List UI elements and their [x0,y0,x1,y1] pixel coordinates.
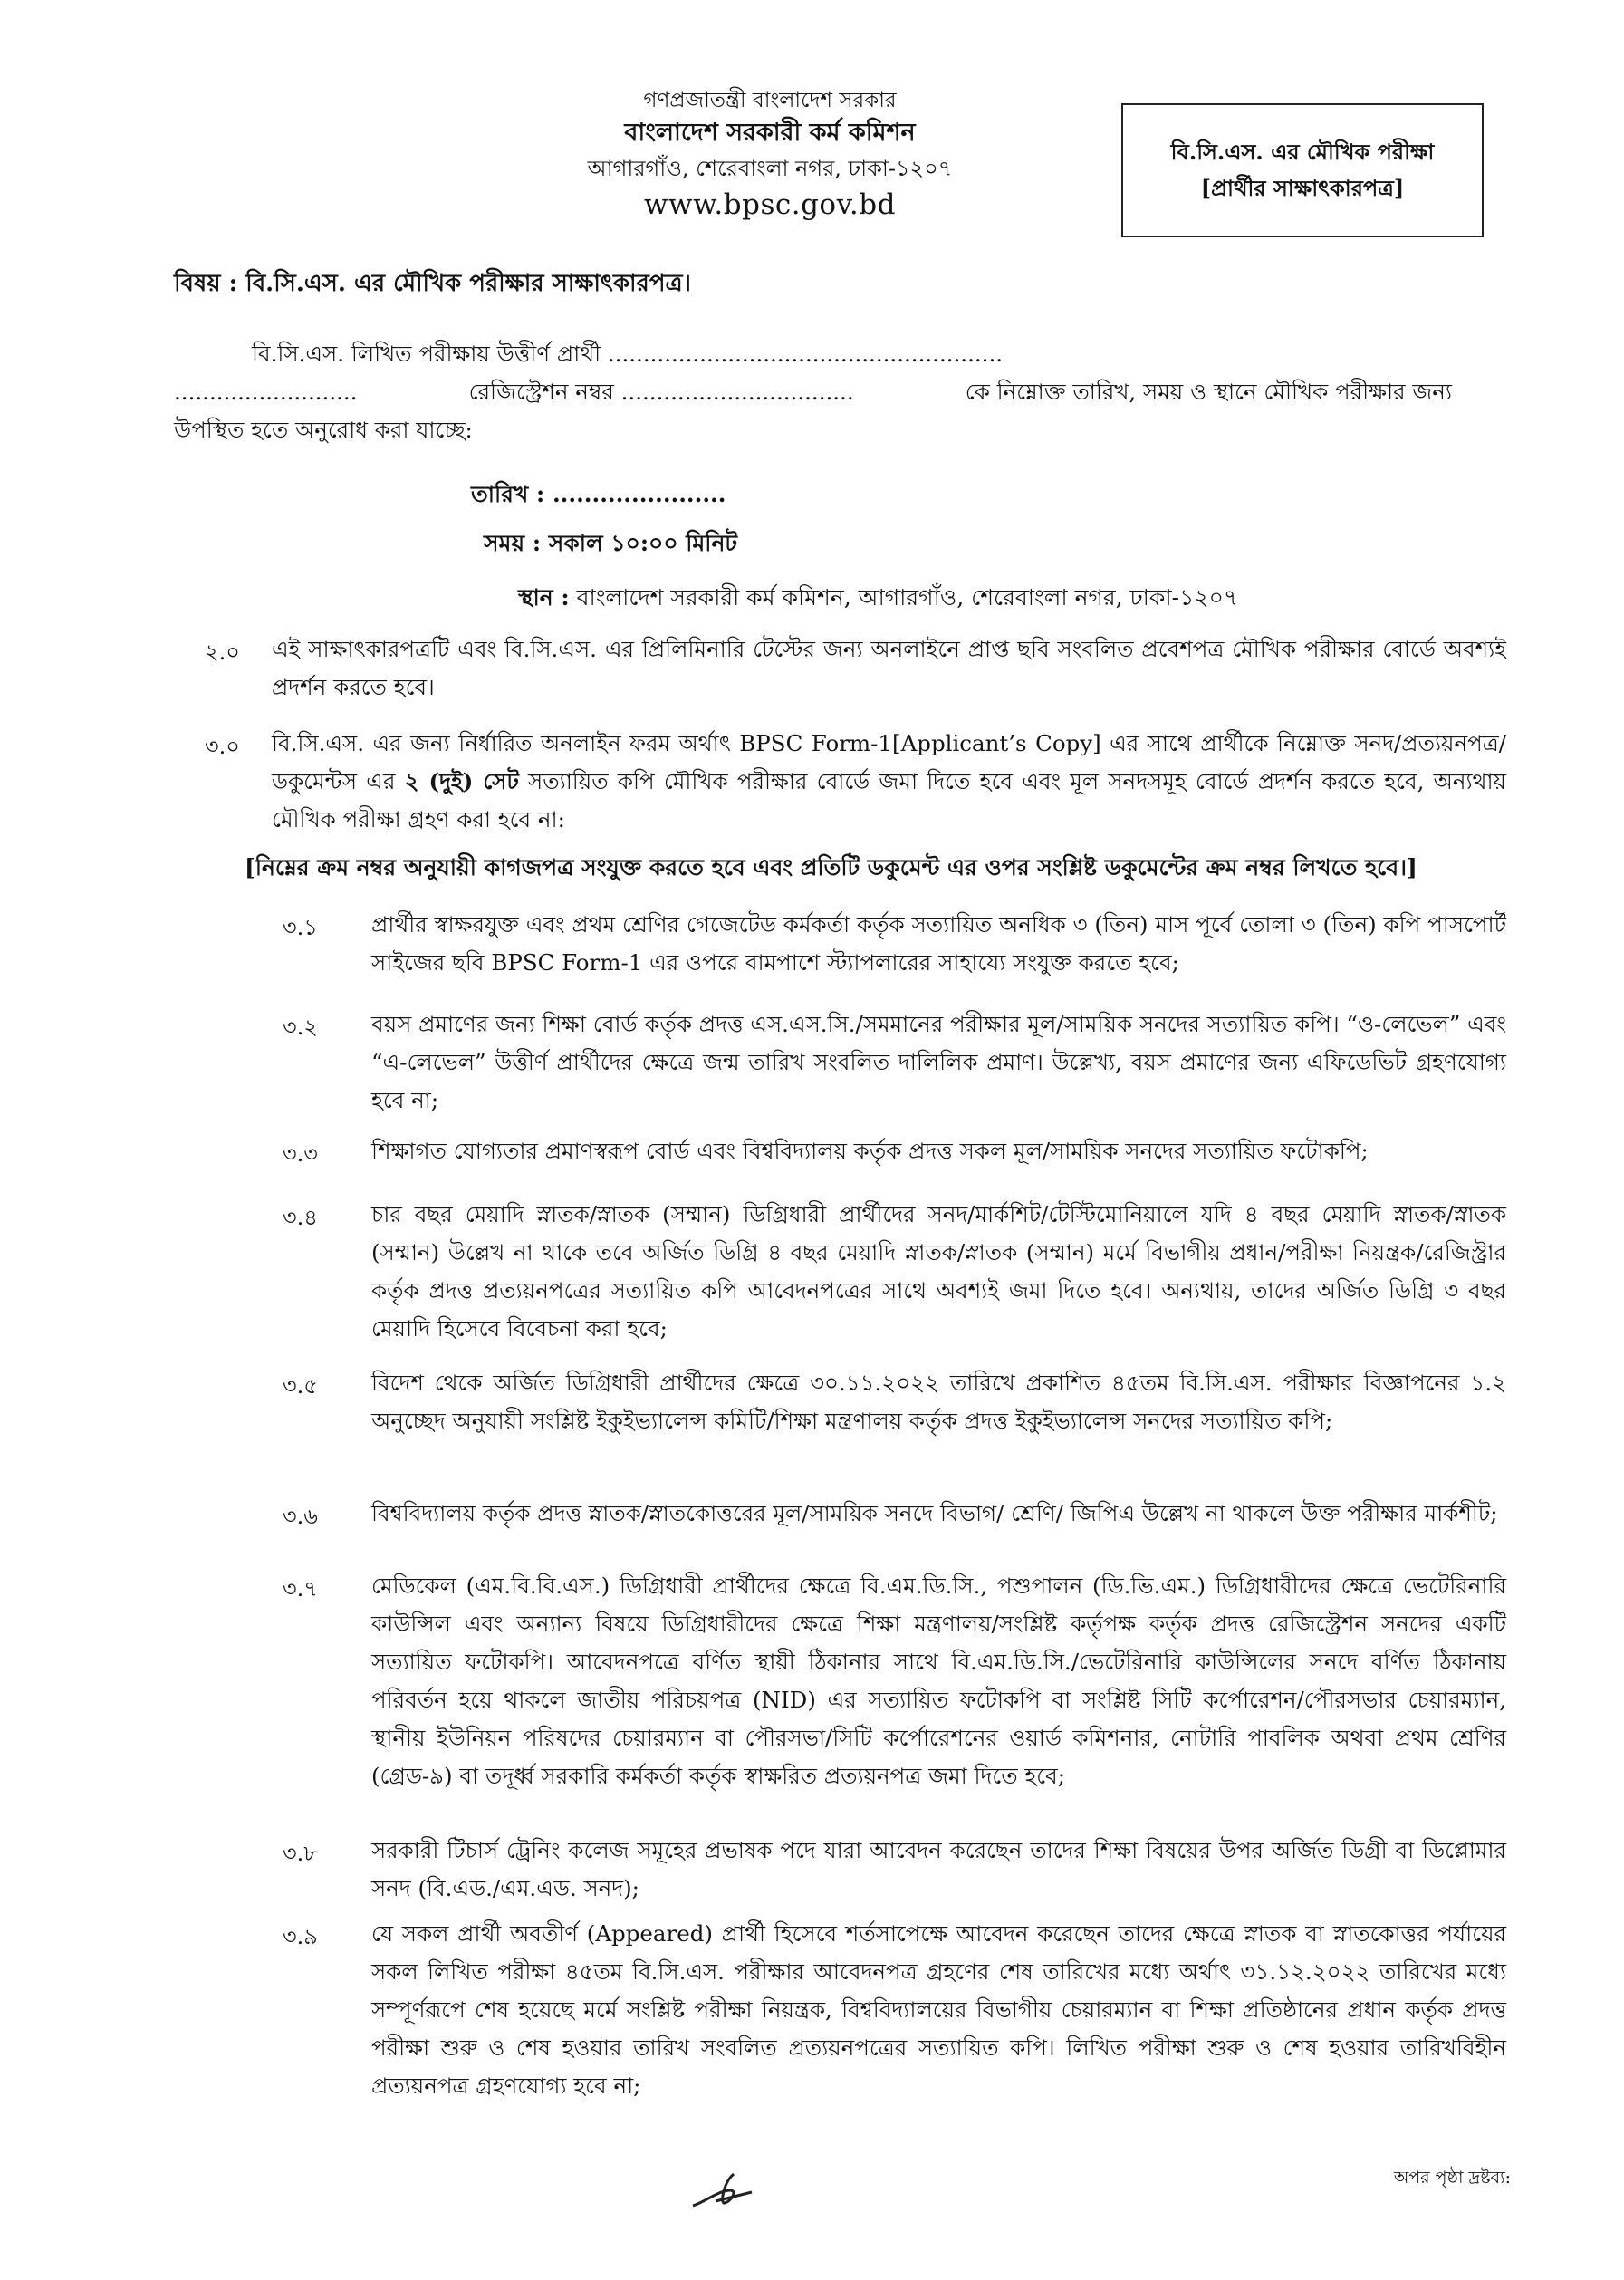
subitem-number: ৩.৮ [283,1841,318,1866]
subject-line: বিষয় : বি.সি.এস. এর মৌখিক পরীক্ষার সাক্ষাৎকারপত্র। [174,270,691,297]
signature-mark [688,2165,770,2219]
subitem-text: শিক্ষাগত যোগ্যতার প্রমাণস্বরূপ বোর্ড এবং বিশ্ববিদ্যালয় কর্তৃক প্রদত্ত সকল মূল/সাময়িক সনদের সত্যায়িত ফটোকপি; [371,1138,1369,1164]
subitem-number: ৩.৭ [283,1576,318,1602]
intro-line-2 [174,373,1452,411]
interview-date [471,476,726,515]
document-type-box [1121,103,1484,237]
instruction-note: [নিম্নের ক্রম নম্বর অনুযায়ী কাগজপত্র সংযুক্ত করতে হবে এবং প্রতিটি ডকুমেন্ট এর ওপর সংশ্লিষ্ট ডকুমেন্টের ক্রম নম্বর লিখতে হবে।] [245,854,1417,880]
interview-place [518,580,1238,619]
intro-line-3: উপস্থিত হতে অনুরোধ করা যাচ্ছে: [174,417,473,443]
header-address: আগারগাঁও, শেরেবাংলা নগর, ঢাকা-১২০৭ [587,156,953,181]
subitem-number: ৩.৪ [283,1205,318,1230]
place-value: বাংলাদেশ সরকারী কর্ম কমিশন, আগারগাঁও, শেরেবাংলা নগর, ঢাকা-১২০৭ [569,584,1239,611]
subitem-text: চার বছর মেয়াদি স্নাতক/স্নাতক (সম্মান) ডিগ্রিধারী প্রার্থীদের সনদ/মার্কশিট/টেস্টিমোনিয়ালে যদি ৪ বছর মেয়াদি স্নাতক/স্নাতক (সম্মান) উল্লেখ না থাকে তবে অর্জিত ডিগ্রি ৪ বছর মেয়াদি স্নাতক/স্নাতক (সম্মান) মর্মে বিভাগীয় প্রধান/পরীক্ষা নিয়ন্ত্রক/রেজিস্ট্রার কর্তৃক প্রদত্ত প্রত্যয়নপত্রের সত্যায়িত কপি আবেদনপত্রের সাথে অবশ্যই জমা দিতে হবে। অন্যথায়, তাদের অর্জিত ডিগ্রি ৩ বছর মেয়াদি হিসেবে বিবেচনা করা হবে; [371,1201,1506,1342]
item-number: ৩.০ [205,734,240,759]
interview-time [484,525,737,564]
document-type-line2: [প্রার্থীর সাক্ষাৎকারপত্র] [1200,175,1405,201]
date-label: তারিখ : [471,481,545,507]
subitem-number: ৩.৬ [283,1504,318,1529]
subitem-text: মেডিকেল (এম.বি.বি.এস.) ডিগ্রিধারী প্রার্থীদের ক্ষেত্রে বি.এম.ডি.সি., পশুপালন (ডি.ভি.এম.) ডিগ্রিধারীদের ক্ষেত্রে ভেটেরিনারি কাউন্সিল এবং অন্যান্য বিষয়ে ডিগ্রিধারীদের ক্ষেত্রে শিক্ষা মন্ত্রণালয়/সংশ্লিষ্ট কর্তৃপক্ষ কর্তৃক প্রদত্ত রেজিস্ট্রেশন সনদের একটি সত্যায়িত ফটোকপি। আবেদনপত্রে বর্ণিত স্থায়ী ঠিকানার সাথে বি.এম.ডি.সি./ভেটেরিনারি কাউন্সিলের সনদে বর্ণিত ঠিকানায় পরিবর্তন হয়ে থাকলে জাতীয় পরিচয়পত্র (NID) এর সত্যায়িত ফটোকপি বা সংশ্লিষ্ট সিটি কর্পোরেশন/পৌরসভার চেয়ারম্যান, স্থানীয় ইউনিয়ন পরিষদের চেয়ারম্যান বা পৌরসভা/সিটি কর্পোরেশনের ওয়ার্ড কমিশনার, নোটারি পাবলিক অথবা প্রথম শ্রেণির (গ্রেড-৯) বা তদূর্ধ্ব সরকারি কর্মকর্তা কর্তৃক স্বাক্ষরিত প্রত্যয়নপত্র জমা দিতে হবে; [371,1573,1506,1789]
subitem-number: ৩.৩ [283,1141,318,1167]
subitem-number: ৩.৯ [283,1924,318,1949]
item-text [272,725,1506,839]
item-text-part: বি.সি.এস. এর জন্য নির্ধারিত অনলাইন ফরম অর্থাৎ BPSC Form-1[Applicant’s Copy] এর সাথে প্রার্থীকে নিম্নোক্ত সনদ/প্রত্যয়নপত্র/ডকুমেন্টস এর [272,730,1506,794]
subitem-text: প্রার্থীর স্বাক্ষরযুক্ত এবং প্রথম শ্রেণির গেজেটেড কর্মকর্তা কর্তৃক সত্যায়িত অনধিক ৩ (তিন) মাস পূর্বে তোলা ৩ (তিন) কপি পাসপোর্ট সাইজের ছবি BPSC Form-1 এর ওপরে বামপাশে স্ট্যাপলারের সাহায্যে সংযুক্ত করতে হবে; [371,911,1506,976]
set-count: ২ (দুই) সেট [404,768,519,794]
subitem-number: ৩.২ [283,1015,318,1040]
place-label: স্থান : [518,584,570,611]
subitem-text: বয়স প্রমাণের জন্য শিক্ষা বোর্ড কর্তৃক প্রদত্ত এস.এস.সি./সমমানের পরীক্ষার মূল/সাময়িক সনদের সত্যায়িত কপি। “ও-লেভেল” এবং “এ-লেভেল” উত্তীর্ণ প্রার্থীদের ক্ষেত্রে জন্ম তারিখ সংবলিত দালিলিক প্রমাণ। উল্লেখ্য, বয়স প্রমাণের জন্য এফিডেভিট গ্রহণযোগ্য হবে না; [371,1011,1506,1113]
header-website: www.bpsc.gov.bd [644,188,896,221]
time-value: সকাল ১০:০০ মিনিট [541,530,738,556]
item-text-part: সত্যায়িত কপি মৌখিক পরীক্ষার বোর্ডে জমা দিতে হবে এবং মূল সনদসমূহ বোর্ডে প্রদর্শন করতে হবে, অন্যথায় মৌখিক পরীক্ষা গ্রহণ করা হবে না: [272,768,1506,832]
subitem-text: সরকারী টিচার্স ট্রেনিং কলেজ সমূহের প্রভাষক পদে যারা আবেদন করেছেন তাদের শিক্ষা বিষয়ের উপর অর্জিত ডিগ্রী বা ডিপ্লোমার সনদ (বি.এড./এম.এড. সনদ); [371,1837,1506,1901]
header-organization: বাংলাদেশ সরকারী কর্ম কমিশন [624,119,916,147]
intro-line-2-end: কে নিম্নোক্ত তারিখ, সময় ও স্থানে মৌখিক পরীক্ষার জন্য [965,379,1452,405]
registration-number-label: রেজিস্ট্রেশন নম্বর ................................. [468,379,854,405]
date-value: ...................... [544,481,726,507]
subitem-text: যে সকল প্রার্থী অবতীর্ণ (Appeared) প্রার্থী হিসেবে শর্তসাপেক্ষে আবেদন করেছেন তাদের ক্ষেত্রে স্নাতক বা স্নাতকোত্তর পর্যায়ের সকল লিখিত পরীক্ষা ৪৫তম বি.সি.এস. পরীক্ষার আবেদনপত্র গ্রহণের শেষ তারিখের মধ্যে অর্থাৎ ৩১.১২.২০২২ তারিখের মধ্যে সম্পূর্ণরূপে শেষ হয়েছে মর্মে সংশ্লিষ্ট পরীক্ষা নিয়ন্ত্রক, বিশ্ববিদ্যালয়ের বিভাগীয় চেয়ারম্যান বা শিক্ষা প্রতিষ্ঠানের প্রধান কর্তৃক প্রদত্ত পরীক্ষা শুরু ও শেষ হওয়ার তারিখ সংবলিত প্রত্যয়নপত্রের সত্যায়িত কপি। লিখিত পরীক্ষা শুরু ও শেষ হওয়ার তারিখবিহীন প্রত্যয়নপত্র গ্রহণযোগ্য হবে না; [371,1920,1506,2099]
item-text: এই সাক্ষাৎকারপত্রটি এবং বি.সি.এস. এর প্রিলিমিনারি টেস্টের জন্য অনলাইনে প্রাপ্ত ছবি সংবলিত প্রবেশপত্র মৌখিক পরীক্ষার বোর্ডে অবশ্যই প্রদর্শন করতে হবে। [272,636,1506,700]
header-government: গণপ্রজাতন্ত্রী বাংলাদেশ সরকার [643,89,897,112]
candidate-name-blank: .......................... [174,379,358,405]
intro-line-1: বি.সি.এস. লিখিত পরীক্ষায় উত্তীর্ণ প্রার্থী ........................................................ [252,341,1004,367]
document-type-line1: বি.সি.এস. এর মৌখিক পরীক্ষা [1170,139,1435,165]
subitem-text: বিশ্ববিদ্যালয় কর্তৃক প্রদত্ত স্নাতক/স্নাতকোত্তরের মূল/সাময়িক সনদে বিভাগ/ শ্রেণি/ জিপিএ উল্লেখ না থাকলে উক্ত পরীক্ষার মার্কশীট; [371,1500,1498,1526]
subitem-number: ৩.৫ [283,1373,318,1399]
item-number: ২.০ [205,640,240,665]
subitem-number: ৩.১ [283,915,318,940]
please-turn-over: অপর পৃষ্ঠা দ্রষ্টব্য: [1393,2168,1511,2188]
time-label: সময় : [484,530,542,556]
subitem-text: বিদেশ থেকে অর্জিত ডিগ্রিধারী প্রার্থীদের ক্ষেত্রে ৩০.১১.২০২২ তারিখে প্রকাশিত ৪৫তম বি.সি.এস. পরীক্ষার বিজ্ঞাপনের ১.২ অনুচ্ছেদ অনুযায়ী সংশ্লিষ্ট ইকুইভ্যালেন্স কমিটি/শিক্ষা মন্ত্রণালয় কর্তৃক প্রদত্ত ইকুইভ্যালেন্স সনদের সত্যায়িত কপি; [371,1370,1506,1434]
